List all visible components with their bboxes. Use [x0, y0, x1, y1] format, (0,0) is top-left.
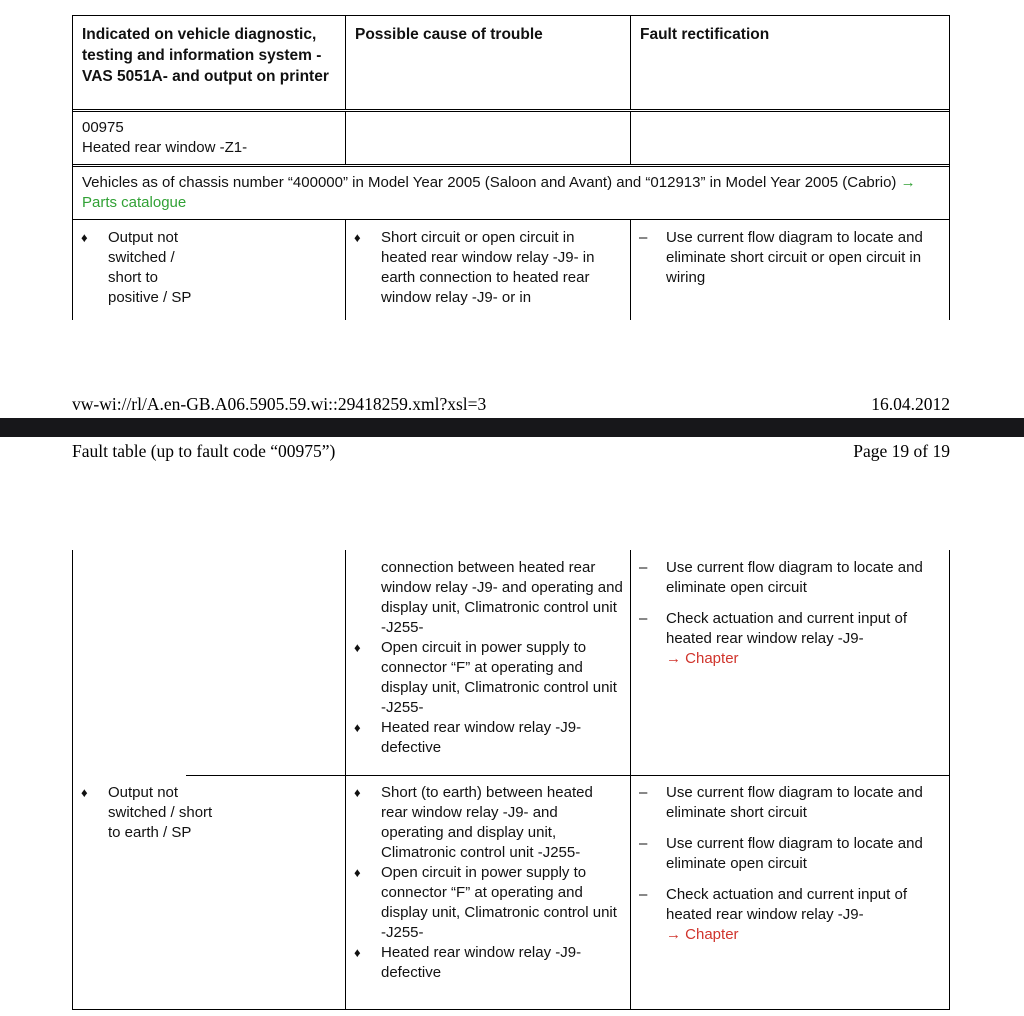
header-possible-cause: Possible cause of trouble — [346, 16, 631, 109]
header-fault-rectification: Fault rectification — [640, 26, 770, 43]
continuation-indent — [354, 558, 381, 638]
bullet-icon: ♦ — [354, 785, 361, 800]
fault-table-page-bottom — [72, 550, 950, 1010]
dash-icon: – — [639, 610, 648, 627]
fault-name: Heated rear window -Z1- — [82, 139, 248, 156]
bullet-icon: ♦ — [354, 865, 361, 880]
indication-cell-empty — [73, 550, 346, 775]
page-header — [72, 441, 950, 462]
fault-detail-row — [73, 220, 949, 320]
cause-text: Heated rear window relay -J9- defective — [381, 944, 582, 981]
fault-detail-row-2 — [73, 775, 949, 1009]
indication-text: Output not switched / short to earth / SP — [108, 784, 213, 841]
parts-catalogue-link[interactable]: → Parts catalogue — [82, 174, 916, 211]
cause-cell — [346, 550, 631, 775]
table-header-row — [73, 16, 949, 112]
rectification-text-main: Check actuation and current input of heated rear window relay -J9- — [666, 610, 907, 647]
cause-text: Heated rear window relay -J9- defective — [381, 719, 582, 756]
vehicles-note-cell — [73, 167, 949, 219]
rectification-text: Use current flow diagram to locate and eliminate open circuit — [666, 559, 923, 596]
cause-text: Short circuit or open circuit in heated rear window relay -J9- in earth connection to heated rear window relay -J9- or in — [381, 229, 595, 306]
chapter-link[interactable]: → Chapter — [666, 650, 739, 667]
rectification-text: Use current flow diagram to locate and eliminate short circuit or open circuit in wiring — [666, 229, 923, 286]
indication-cell — [73, 775, 346, 1009]
fault-detail-row-continued — [73, 550, 949, 775]
bullet-icon: ♦ — [354, 230, 361, 245]
dash-icon: – — [639, 886, 648, 903]
rectification-text — [666, 609, 944, 669]
rectification-text: Use current flow diagram to locate and eliminate short circuit — [666, 784, 923, 821]
page-footer — [72, 394, 950, 415]
rectification-cell — [631, 220, 949, 320]
bullet-icon: ♦ — [81, 230, 88, 245]
cause-text: Short (to earth) between heated rear window relay -J9- and operating and display unit, Climatronic control unit -J255- — [381, 784, 593, 861]
document-title: Fault table (up to fault code “00975”) — [72, 441, 336, 461]
page-separator-bar — [0, 418, 1024, 437]
cause-cell — [346, 220, 631, 320]
rectification-text — [666, 885, 944, 945]
empty-cell — [631, 112, 951, 164]
bullet-icon: ♦ — [354, 640, 361, 655]
row-divider — [186, 775, 949, 776]
vehicles-note-text: Vehicles as of chassis number “400000” in Model Year 2005 (Saloon and Avant) and “012913” in Model Year 2005 (Cabrio) — [82, 174, 901, 191]
fault-code-cell — [73, 112, 346, 164]
fault-code: 00975 — [82, 119, 124, 136]
document-url: vw-wi://rl/A.en-GB.A06.5905.59.wi::29418259.xml?xsl=3 — [72, 394, 487, 414]
cause-cell — [346, 775, 631, 1009]
dash-icon: – — [639, 835, 648, 852]
dash-icon: – — [639, 784, 648, 801]
cause-continuation-text: connection between heated rear window relay -J9- and operating and display unit, Climatronic control unit -J255- — [381, 559, 623, 636]
fault-table-page-top — [72, 15, 950, 320]
bullet-icon: ♦ — [354, 720, 361, 735]
cause-text: Open circuit in power supply to connector “F” at operating and display unit, Climatronic control unit -J255- — [381, 864, 617, 941]
rectification-text: Use current flow diagram to locate and eliminate open circuit — [666, 835, 923, 872]
indication-cell — [73, 220, 346, 320]
header-indication: Indicated on vehicle diagnostic, testing and information system -VAS 5051A- and output on printer — [73, 16, 346, 109]
print-date: 16.04.2012 — [871, 394, 950, 414]
dash-icon: – — [639, 559, 648, 576]
bullet-icon: ♦ — [81, 785, 88, 800]
chapter-link[interactable]: → Chapter — [666, 926, 739, 943]
empty-cell — [346, 112, 631, 164]
rectification-cell — [631, 550, 951, 775]
rectification-cell — [631, 775, 951, 1009]
indication-text: Output not switched / short to positive / SP — [108, 229, 192, 306]
cause-text: Open circuit in power supply to connector “F” at operating and display unit, Climatronic control unit -J255- — [381, 639, 617, 716]
page-number: Page 19 of 19 — [853, 441, 950, 461]
bullet-icon: ♦ — [354, 945, 361, 960]
vehicles-note-row — [73, 167, 949, 220]
rectification-text-main: Check actuation and current input of heated rear window relay -J9- — [666, 886, 907, 923]
fault-code-row — [73, 112, 949, 167]
dash-icon: – — [639, 229, 648, 246]
